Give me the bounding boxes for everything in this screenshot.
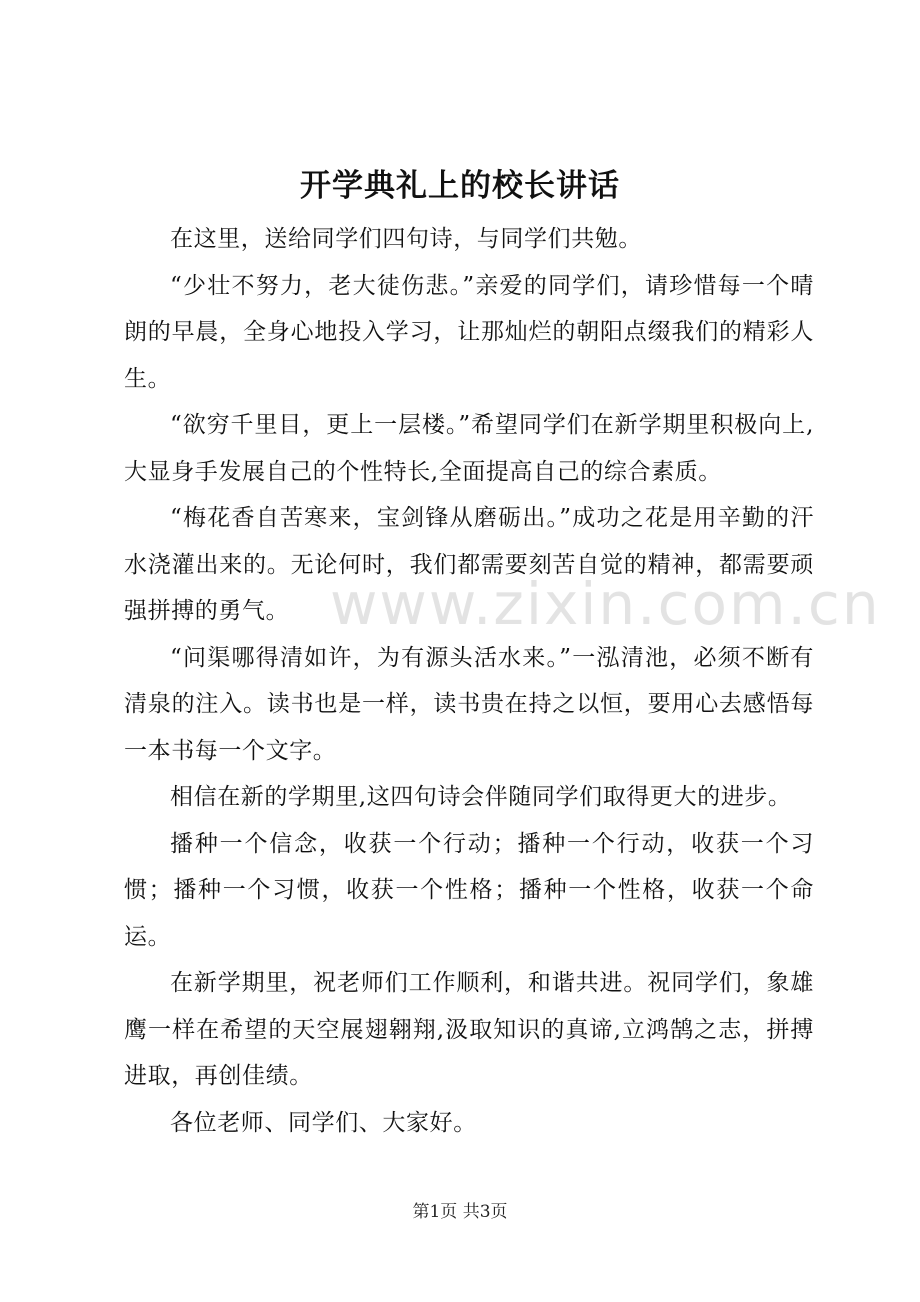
page-footer: 第1页 共3页 [412,1202,508,1222]
document-body [124,216,814,1146]
paragraph: 在新学期里，祝老师们工作顺利，和谐共进。祝同学们，象雄鹰一样在希望的天空展翅翱翔,汲取知识的真谛,立鸿鹄之志，拼搏进取，再创佳绩。 [124,970,814,1089]
paragraph: “梅花香自苦寒来，宝剑锋从磨砺出。”成功之花是用辛勤的汗水浇灌出来的。无论何时，我们都需要刻苦自觉的精神，都需要顽强拼搏的勇气。 [124,505,814,624]
paragraph: “少壮不努力，老大徒伤悲。”亲爱的同学们，请珍惜每一个晴朗的早晨，全身心地投入学习，让那灿烂的朝阳点缀我们的精彩人生。 [124,272,814,392]
watermark: www.zixin.com.cn [330,570,881,638]
paragraph: 播种一个信念，收获一个行动；播种一个行动，收获一个习惯；播种一个习惯，收获一个性格；播种一个性格，收获一个命运。 [124,830,814,950]
paragraph: “欲穷千里目，更上一层楼。”希望同学们在新学期里积极向上,大显身手发展自己的个性特长,全面提高自己的综合素质。 [124,412,814,485]
paragraph: 相信在新的学期里,这四句诗会伴随同学们取得更大的进步。 [170,784,792,810]
paragraph: 各位老师、同学们、大家好。 [170,1109,477,1136]
paragraph: “问渠哪得清如许，为有源头活水来。”一泓清池，必须不断有清泉的注入。读书也是一样，读书贵在持之以恒，要用心去感悟每一本书每一个文字。 [124,644,814,764]
document-title: 开学典礼上的校长讲话 [300,168,620,204]
paragraph: 在这里，送给同学们四句诗，与同学们共勉。 [170,226,642,252]
